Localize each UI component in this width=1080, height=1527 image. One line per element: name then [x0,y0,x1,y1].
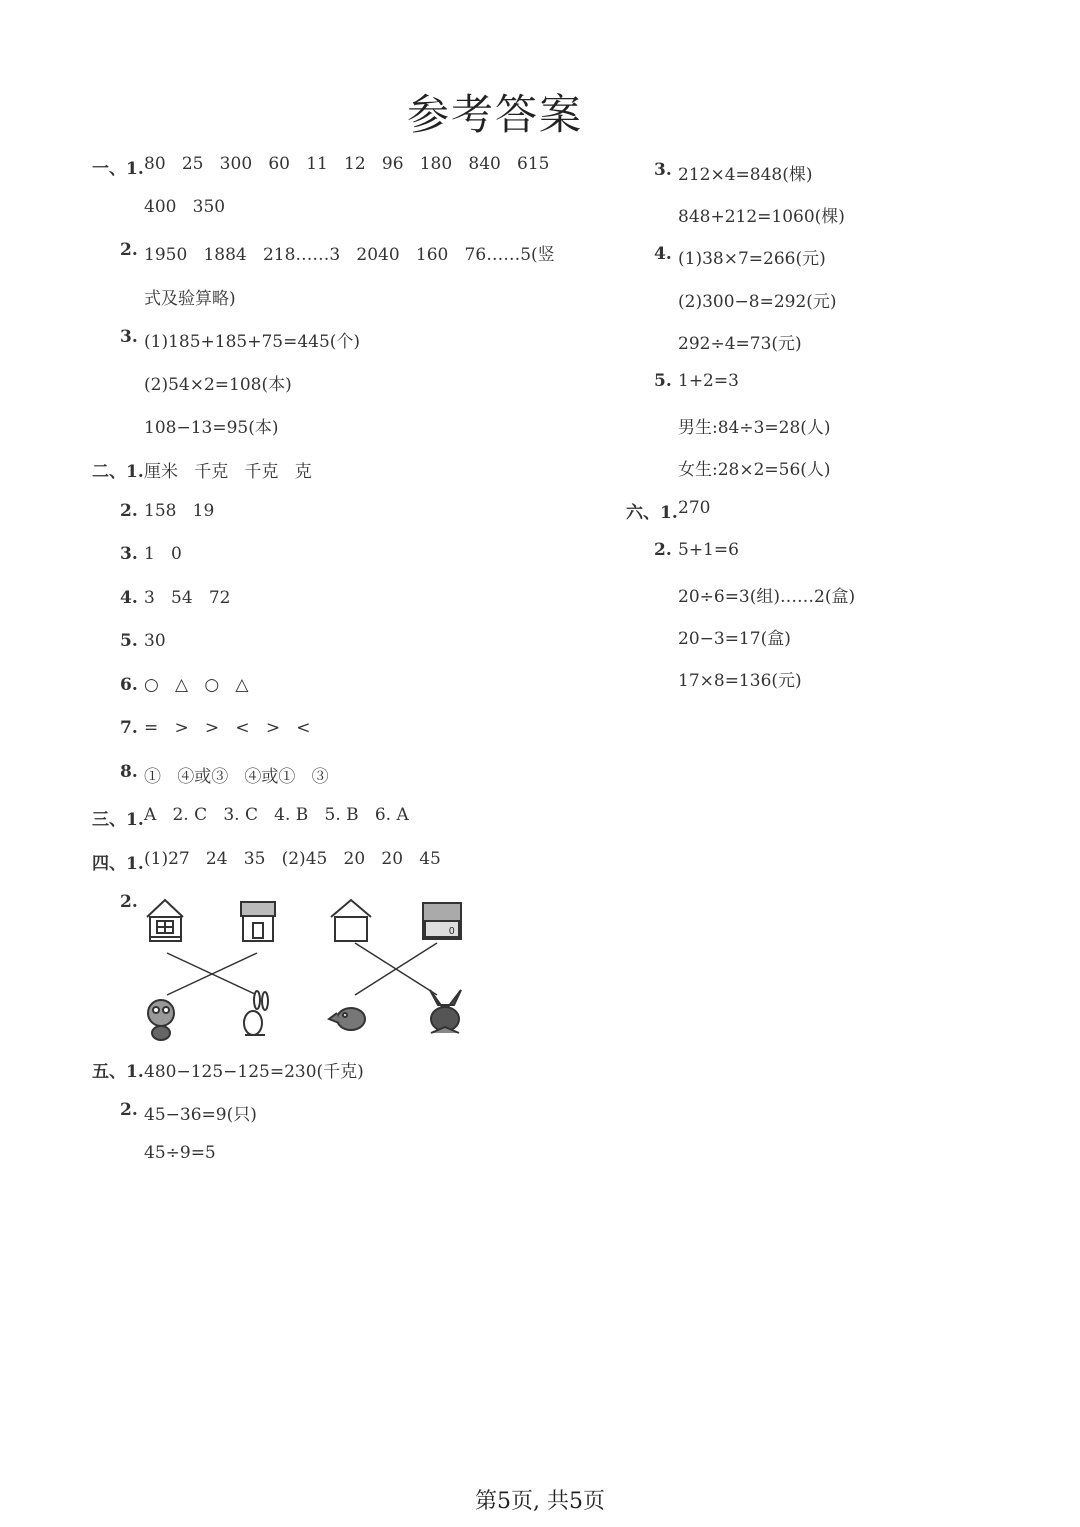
owl-icon [148,1000,174,1040]
rabbit-icon [244,991,268,1035]
answer-text: 女生:28×2=56(人) [678,460,831,481]
item-marker: 7. [120,718,138,738]
matching-figure [145,895,475,1045]
item-marker: 2. [654,539,672,560]
answer-text: (1)38×7=266(元) [678,249,826,270]
answer-text: 212×4=848(棵) [678,165,813,185]
drawer-icon [423,903,461,939]
answer-text: 3 54 72 [144,588,231,608]
item-marker: 三、1. [92,810,144,830]
item-marker: 4. [654,244,672,265]
answer-text: 45−36=9(只) [144,1105,257,1125]
item-marker: 2. [120,501,138,521]
answer-text: 1+2=3 [678,371,739,391]
answer-text: A 2. C 3. C 4. B 5. B 6. A [144,805,409,825]
answer-text: 80 25 300 60 11 12 96 180 840 615 [144,154,550,174]
answer-text: ○ △ ○ △ [144,675,249,695]
answer-text: ① ④或③ ④或① ③ [144,767,329,787]
fox-icon [430,990,461,1033]
house-outline-icon [331,900,371,941]
answer-text: (1)185+185+75=445(个) [144,332,361,352]
answer-text: 式及验算略) [144,289,236,309]
item-marker: 四、1. [92,854,144,874]
page-footer: 第5页, 共5页 [475,1489,605,1514]
answer-text: 厘米 千克 千克 克 [144,462,312,482]
item-marker: 3. [654,160,672,180]
svg-text:0: 0 [449,926,455,937]
answer-text: 158 19 [144,501,215,521]
item-marker: 2. [120,1100,138,1120]
answer-text: 5+1=6 [678,539,739,560]
item-marker: 五、1. [92,1062,144,1082]
answer-text: 45÷9=5 [144,1143,216,1163]
answer-text: 20−3=17(盒) [678,629,791,650]
building-icon [241,902,275,941]
item-marker: 4. [120,588,138,608]
answer-text: 108−13=95(本) [144,418,279,438]
answer-text: 480−125−125=230(千克) [144,1062,364,1082]
item-marker: 2. [120,892,138,912]
bird-icon [329,1008,365,1030]
answer-text: 270 [678,497,711,518]
answer-text: 30 [144,631,166,651]
answer-text: 292÷4=73(元) [678,333,802,354]
answer-text: 男生:84÷3=28(人) [678,418,831,439]
answer-text: (2)54×2=108(本) [144,375,292,395]
matching-lines [167,943,437,995]
answer-text: (2)300−8=292(元) [678,291,837,312]
answer-text: (1)27 24 35 (2)45 20 20 45 [144,849,441,869]
item-marker: 5. [654,371,672,391]
answer-text: 20÷6=3(组)……2(盒) [678,587,856,607]
item-marker: 6. [120,675,138,695]
page-title: 参考答案 [406,90,583,139]
item-marker: 六、1. [626,502,678,523]
answer-text: 17×8=136(元) [678,671,802,692]
answer-text: 1950 1884 218……3 2040 160 76……5(竖 [144,245,555,265]
item-marker: 2. [120,240,138,260]
answer-text: = > > < > < [144,718,311,738]
answer-text: 400 350 [144,197,226,217]
house-icon [147,900,183,941]
item-marker: 5. [120,631,138,651]
item-marker: 二、1. [92,462,144,482]
item-marker: 3. [120,544,138,564]
item-marker: 8. [120,762,138,782]
answer-text: 1 0 [144,544,182,564]
item-marker: 一、1. [92,159,144,179]
item-marker: 3. [120,327,138,347]
answer-text: 848+212=1060(棵) [678,207,845,228]
